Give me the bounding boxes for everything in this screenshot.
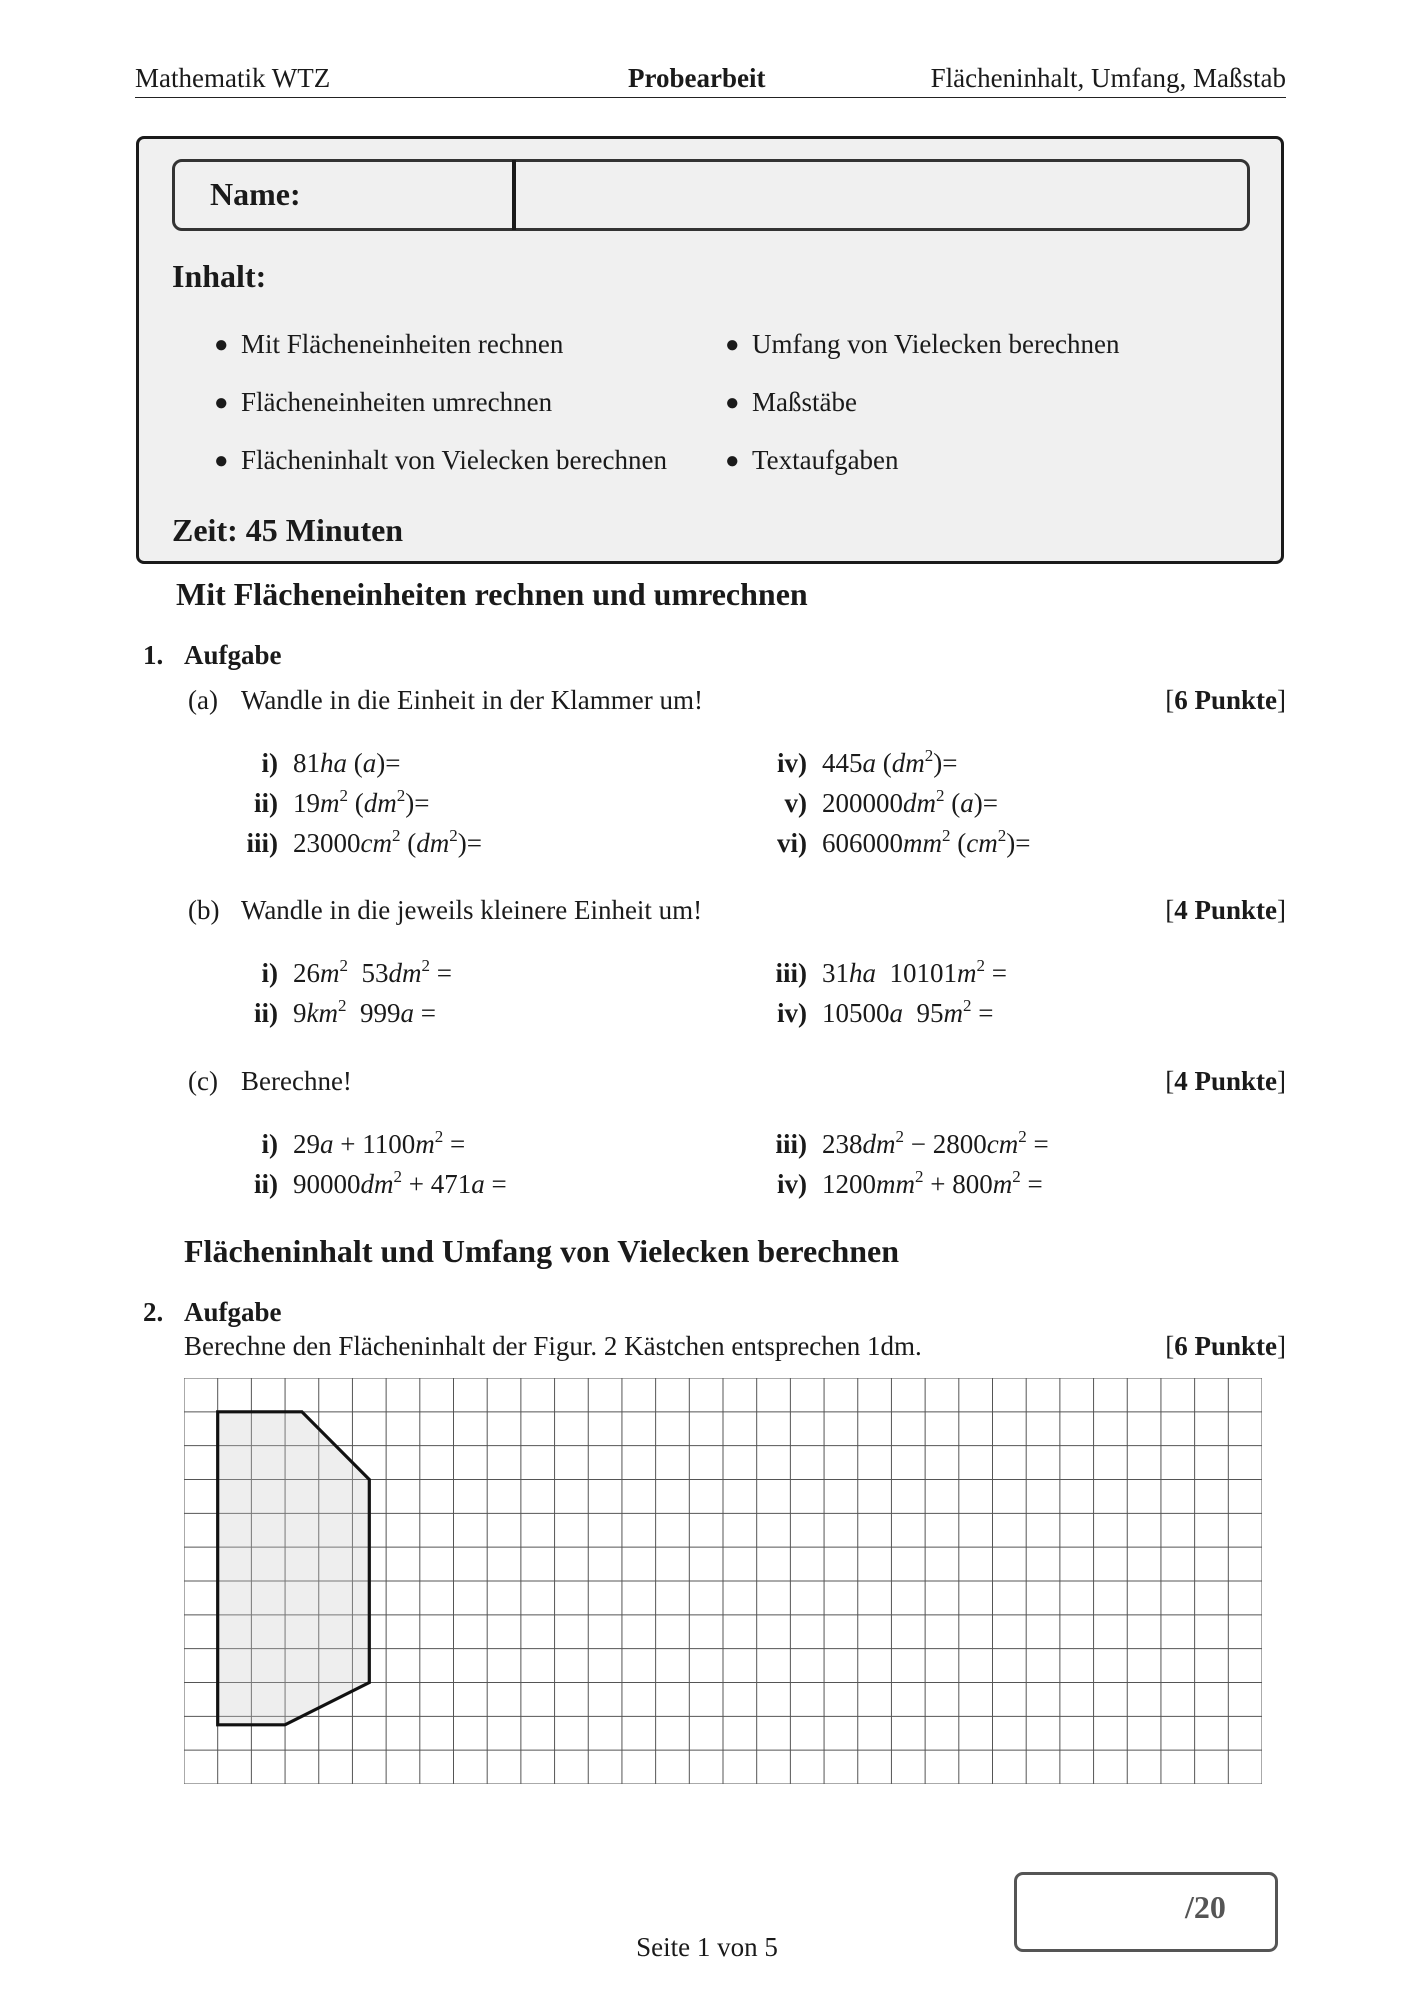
points-label: [6 Punkte] xyxy=(1165,1331,1286,1361)
name-field-divider xyxy=(512,160,516,230)
subtask-text: Berechne! xyxy=(241,1066,352,1096)
header-topic: Flächeninhalt, Umfang, Maßstab xyxy=(930,63,1286,93)
page-number: Seite 1 von 5 xyxy=(636,1932,778,1962)
item-number: vi) xyxy=(777,828,807,858)
math-expression: $90000dm^2 + 471a$ = xyxy=(293,1167,507,1199)
points-label: [4 Punkte] xyxy=(1165,895,1286,925)
math-expression: 31ha $10101m^2$ = xyxy=(822,956,1007,988)
math-expression: $238dm^2 - 2800cm^2$ = xyxy=(822,1127,1049,1159)
math-expression: 81ha (a)= xyxy=(293,748,401,778)
topic-item: Textaufgaben xyxy=(752,445,899,475)
polygon-figure xyxy=(218,1412,370,1725)
points-label: [4 Punkte] xyxy=(1165,1066,1286,1096)
item-number: ii) xyxy=(254,788,278,818)
task-title: Aufgabe xyxy=(184,640,282,670)
subtask-label: (a) xyxy=(188,685,218,715)
item-number: v) xyxy=(784,788,807,818)
math-expression: $26m^2$ $53dm^2$ = xyxy=(293,956,452,988)
topic-item: Flächeninhalt von Vielecken berechnen xyxy=(241,445,667,475)
header-rule xyxy=(135,97,1286,98)
topic-item: Flächeneinheiten umrechnen xyxy=(241,387,553,417)
task-title: Aufgabe xyxy=(184,1297,282,1327)
bullet-icon: ● xyxy=(214,448,229,474)
math-expression: $200000dm^2$ (a)= xyxy=(822,786,998,818)
bullet-icon: ● xyxy=(214,390,229,416)
score-total: /20 xyxy=(1185,1889,1226,1925)
math-expression: $29a + 1100m^2$ = xyxy=(293,1127,466,1159)
task-number: 2. xyxy=(143,1297,164,1327)
section-title: Flächeninhalt und Umfang von Vielecken berechnen xyxy=(184,1233,900,1269)
grid-figure xyxy=(184,1378,1262,1784)
math-expression: $606000mm^2$ $(cm^2)=$ xyxy=(822,826,1031,858)
math-expression: $23000cm^2$ $(dm^2)=$ xyxy=(293,826,482,858)
inhalt-label: Inhalt: xyxy=(172,258,267,294)
topic-item: Umfang von Vielecken berechnen xyxy=(752,329,1120,359)
subtask-label: (c) xyxy=(188,1066,218,1096)
bullet-icon: ● xyxy=(214,332,229,358)
subtask-text: Wandle in die Einheit in der Klammer um! xyxy=(241,685,703,715)
item-number: i) xyxy=(261,1129,278,1159)
item-number: ii) xyxy=(254,998,278,1028)
topic-item: Mit Flächeneinheiten rechnen xyxy=(241,329,564,359)
bullet-icon: ● xyxy=(725,332,740,358)
subtask-text: Wandle in die jeweils kleinere Einheit um! xyxy=(241,895,703,925)
item-number: i) xyxy=(261,958,278,988)
math-expression: $1200mm^2 + 800m^2$ = xyxy=(822,1167,1043,1199)
math-expression: 10500a $95m^2$ = xyxy=(822,996,994,1028)
topic-item: Maßstäbe xyxy=(752,387,857,417)
points-label: [6 Punkte] xyxy=(1165,685,1286,715)
name-label: Name: xyxy=(210,176,301,212)
task-text: Berechne den Flächeninhalt der Figur. 2 Kästchen entsprechen 1dm. xyxy=(184,1331,922,1361)
item-number: ii) xyxy=(254,1169,278,1199)
math-expression: $9km^2$ 999a = xyxy=(293,996,436,1028)
time-limit: Zeit: 45 Minuten xyxy=(172,512,404,548)
header-title: Probearbeit xyxy=(628,63,766,93)
name-field[interactable] xyxy=(172,159,1250,231)
item-number: iii) xyxy=(775,958,807,988)
math-expression: $19m^2$ $(dm^2)=$ xyxy=(293,786,430,818)
item-number: iv) xyxy=(777,748,807,778)
bullet-icon: ● xyxy=(725,448,740,474)
item-number: i) xyxy=(261,748,278,778)
item-number: iii) xyxy=(246,828,278,858)
task-number: 1. xyxy=(143,640,164,670)
bullet-icon: ● xyxy=(725,390,740,416)
section-title: Mit Flächeneinheiten rechnen und umrechnen xyxy=(176,576,808,612)
item-number: iii) xyxy=(775,1129,807,1159)
subtask-label: (b) xyxy=(188,895,220,925)
item-number: iv) xyxy=(777,998,807,1028)
header-subject: Mathematik WTZ xyxy=(135,63,331,93)
math-expression: 445a $(dm^2)=$ xyxy=(822,746,958,778)
item-number: iv) xyxy=(777,1169,807,1199)
